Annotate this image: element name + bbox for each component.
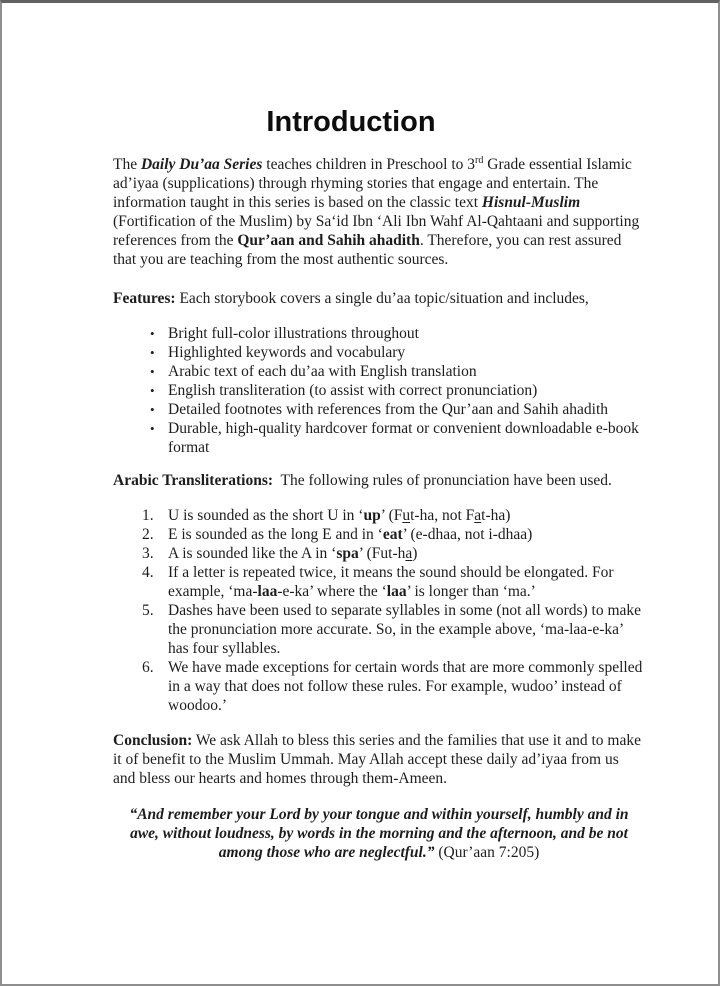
bullet-icon: • (150, 421, 155, 436)
feature-item (113, 419, 645, 457)
rule-item (113, 544, 645, 563)
pronunciation-rules-list (113, 506, 645, 715)
rule-number: 3. (142, 545, 154, 562)
feature-item (113, 343, 645, 362)
feature-item (113, 324, 645, 343)
bullet-icon: • (150, 364, 155, 379)
bullet-icon: • (150, 326, 155, 341)
rule-item (113, 525, 645, 544)
rule-number: 4. (142, 564, 154, 581)
quran-quote: “And remember your Lord by your tongue and within yourself, humbly and in awe, without loudness, by words in the morning and the afternoon, and be not among those who are neglectful.” (Qur’aan 7:205) (129, 806, 629, 861)
intro-paragraph: The Daily Du’aa Series teaches children in Preschool to 3rd Grade essential Islamic ad’iyaa (supplications) through rhyming stories that engage and entertain. The information taught in this series is based on the classic text Hisnul-Muslim (Fortification of the Muslim) by Sa‘id Ibn ‘Ali Ibn Wahf Al-Qahtaani and supporting references from the Qur’aan and Sahih ahadith. Therefore, you can rest assured that you are teaching from the most authentic sources. (113, 155, 640, 268)
page-content (113, 106, 645, 862)
bullet-icon: • (150, 402, 155, 417)
rule-number: 5. (142, 602, 154, 619)
rule-number: 6. (142, 659, 154, 676)
feature-item (113, 400, 645, 419)
rule-item (113, 563, 645, 601)
rule-item-text: Dashes have been used to separate syllables in some (not all words) to make the pronunciation more accurate. So, in the example above, ‘ma-laa-e-ka’ has four syllables. (168, 602, 642, 657)
bullet-icon: • (150, 383, 155, 398)
feature-item-text: Durable, high-quality hardcover format or convenient downloadable e-book format (168, 420, 639, 456)
conclusion-paragraph: Conclusion: We ask Allah to bless this series and the families that use it and to make it of benefit to the Muslim Ummah. May Allah accept these daily ad’iyaa from us and bless our hearts and homes through them-Ameen. (113, 732, 641, 787)
feature-item (113, 362, 645, 381)
transliterations-heading: Arabic Transliterations: The following rules of pronunciation have been used. (113, 472, 612, 489)
rule-item (113, 601, 645, 658)
rule-item-text: U is sounded as the short U in ‘up’ (Fut-ha, not Fat-ha) (168, 507, 511, 524)
rule-item-text: We have made exceptions for certain words that are more commonly spelled in a way that does not follow these rules. For example, wudoo’ instead of woodoo.’ (168, 659, 643, 714)
rule-number: 2. (142, 526, 154, 543)
rule-item-text: If a letter is repeated twice, it means the sound should be elongated. For example, ‘ma-laa-e-ka’ where the ‘laa’ is longer than ‘ma.’ (168, 564, 614, 600)
feature-item-text: English transliteration (to assist with correct pronunciation) (168, 382, 538, 399)
feature-item-text: Arabic text of each du’aa with English translation (168, 363, 477, 380)
rule-item-text: E is sounded as the long E and in ‘eat’ (e-dhaa, not i-dhaa) (168, 526, 533, 543)
feature-item-text: Detailed footnotes with references from the Qur’aan and Sahih ahadith (168, 401, 609, 418)
feature-item-text: Highlighted keywords and vocabulary (168, 344, 406, 361)
features-heading: Features: Each storybook covers a single du’aa topic/situation and includes, (113, 290, 589, 307)
features-list (113, 324, 645, 457)
rule-item-text: A is sounded like the A in ‘spa’ (Fut-ha) (168, 545, 418, 562)
rule-item (113, 658, 645, 715)
rule-item (113, 506, 645, 525)
feature-item (113, 381, 645, 400)
page-title: Introduction (266, 106, 436, 138)
bullet-icon: • (150, 345, 155, 360)
rule-number: 1. (142, 507, 154, 524)
feature-item-text: Bright full-color illustrations throughout (168, 325, 419, 342)
